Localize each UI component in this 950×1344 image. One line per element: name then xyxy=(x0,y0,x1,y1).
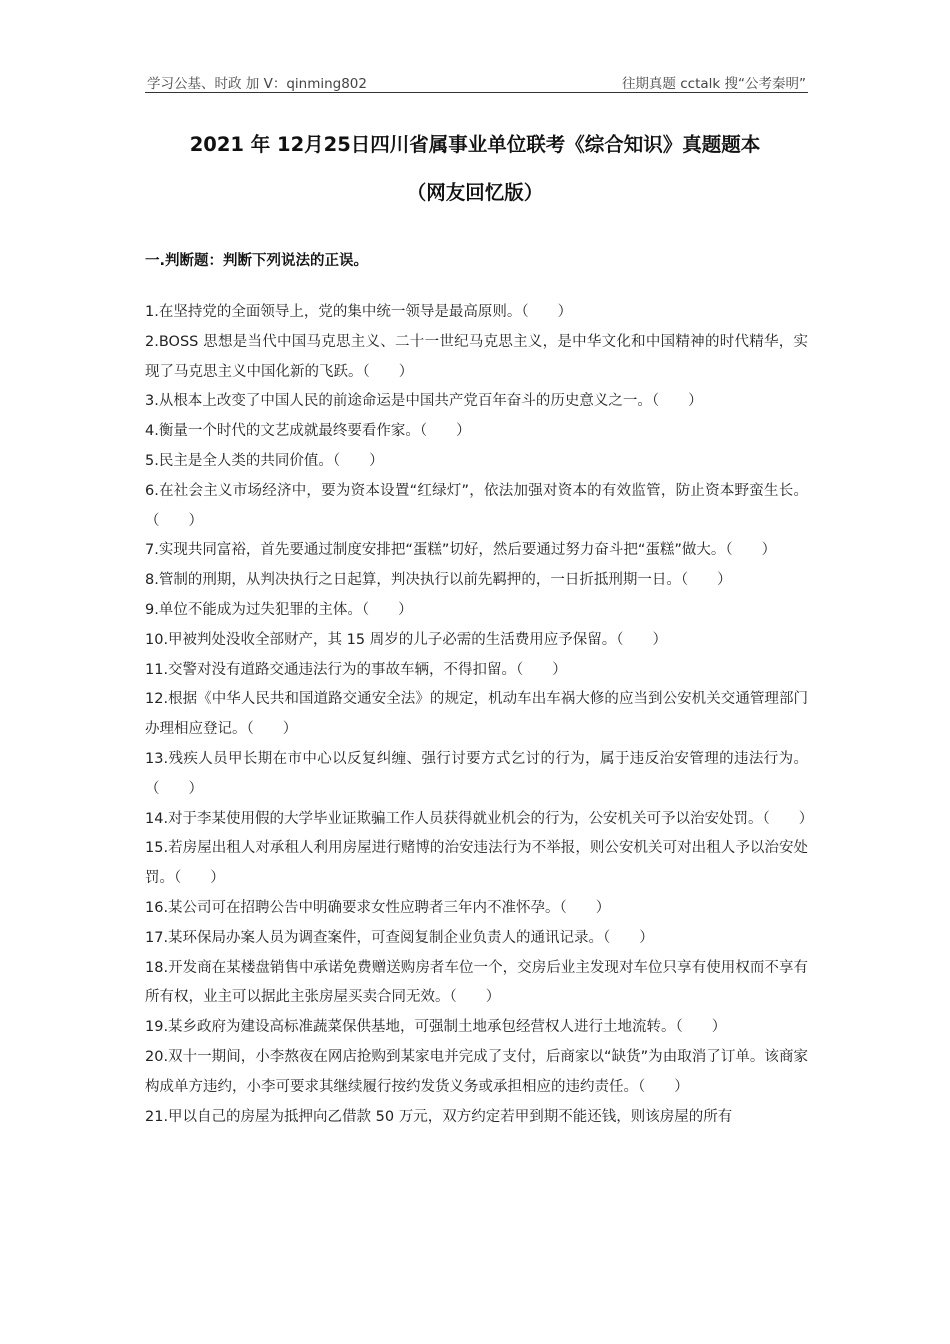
question-list xyxy=(145,298,814,1132)
question-item: 5.民主是全人类的共同价值。（ ） xyxy=(145,452,384,469)
question-item: 4.衡量一个时代的文艺成就最终要看作家。（ ） xyxy=(145,423,471,440)
document-title: 2021 年 12月25日四川省属事业单位联考《综合知识》真题题本 xyxy=(189,133,761,156)
question-item: 10.甲被判处没收全部财产，其 15 周岁的儿子必需的生活费用应予保留。（ ） xyxy=(145,631,667,648)
question-item: 11.交警对没有道路交通违法行为的事故车辆，不得扣留。（ ） xyxy=(145,661,567,678)
document-subtitle: （网友回忆版） xyxy=(406,181,544,204)
question-item: 16.某公司可在招聘公告中明确要求女性应聘者三年内不准怀孕。（ ） xyxy=(145,899,611,916)
question-item: 15.若房屋出租人对承租人利用房屋进行赌博的治安违法行为不举报，则公安机关可对出租人予以治安处罚。（ ） xyxy=(145,840,808,887)
question-item: 9.单位不能成为过失犯罪的主体。（ ） xyxy=(145,601,413,618)
question-item: 13.残疾人员甲长期在市中心以反复纠缠、强行讨要方式乞讨的行为，属于违反治安管理的违法行为。（ ） xyxy=(145,750,808,797)
question-item: 6.在社会主义市场经济中，要为资本设置“红绿灯”，依法加强对资本的有效监管，防止资本野蛮生长。（ ） xyxy=(145,482,808,529)
question-item: 19.某乡政府为建设高标准蔬菜保供基地，可强制土地承包经营权人进行土地流转。（ ） xyxy=(145,1019,727,1036)
question-item: 8.管制的刑期，从判决执行之日起算，判决执行以前先羁押的，一日折抵刑期一日。（ ） xyxy=(145,572,732,589)
header-right-text: 往期真题 cctalk 搜“公考秦明” xyxy=(621,76,806,92)
question-item: 18.开发商在某楼盘销售中承诺免费赠送购房者车位一个，交房后业主发现对车位只享有使用权而不享有所有权，业主可以据此主张房屋买卖合同无效。（ ） xyxy=(145,959,808,1006)
page-header xyxy=(145,68,808,93)
question-item: 14.对于李某使用假的大学毕业证欺骗工作人员获得就业机会的行为，公安机关可予以治安处罚。（ ） xyxy=(145,810,814,827)
question-item: 1.在坚持党的全面领导上，党的集中统一领导是最高原则。（ ） xyxy=(145,304,573,320)
section-heading: 一.判断题：判断下列说法的正误。 xyxy=(145,253,369,269)
question-item: 20.双十一期间，小李熬夜在网店抢购到某家电并完成了支付，后商家以“缺货”为由取消了订单。该商家构成单方违约，小李可要求其继续履行按约发货义务或承担相应的违约责任。（ ） xyxy=(145,1048,808,1095)
question-item: 2.BOSS 思想是当代中国马克思主义、二十一世纪马克思主义，是中华文化和中国精神的时代精华，实现了马克思主义中国化新的飞跃。（ ） xyxy=(145,333,808,380)
question-item: 7.实现共同富裕，首先要通过制度安排把“蛋糕”切好，然后要通过努力奋斗把“蛋糕”做大。（ ） xyxy=(145,542,777,559)
header-left-text: 学习公基、时政 加 V：qinming802 xyxy=(147,76,367,92)
question-item: 3.从根本上改变了中国人民的前途命运是中国共产党百年奋斗的历史意义之一。（ ） xyxy=(145,393,703,410)
question-item: 21.甲以自己的房屋为抵押向乙借款 50 万元，双方约定若甲到期不能还钱，则该房屋的所有 xyxy=(145,1108,733,1125)
question-item: 17.某环保局办案人员为调查案件，可查阅复制企业负责人的通讯记录。（ ） xyxy=(145,929,654,946)
question-item: 12.根据《中华人民共和国道路交通安全法》的规定，机动车出车祸大修的应当到公安机关交通管理部门办理相应登记。（ ） xyxy=(145,691,808,738)
